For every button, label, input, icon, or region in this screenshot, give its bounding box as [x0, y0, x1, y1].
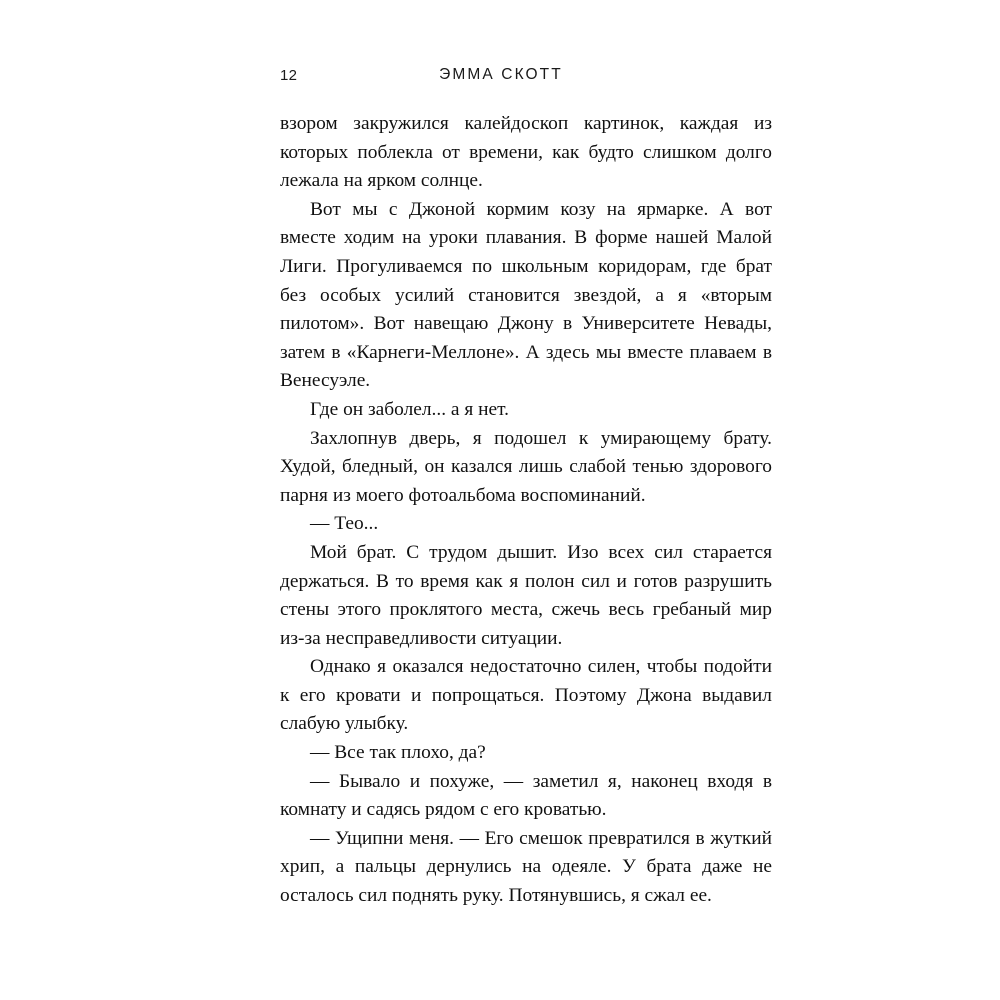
paragraph-dialogue: — Тео...: [310, 513, 379, 535]
paragraph-dialogue: — Все так плохо, да?: [310, 742, 486, 764]
paragraph: Мой брат. С трудом дышит. Изо всех сил старается держаться. В то время как я полон сил и готов разрушить стены этого проклятого места, сжечь весь гребаный мир из-за несправедливости ситуации.: [280, 541, 772, 649]
running-title-author: ЭММА СКОТТ: [439, 66, 563, 84]
paragraph: Захлопнув дверь, я подошел к умирающему брату. Худой, бледный, он казался лишь слабой тенью здорового парня из моего фотоальбома воспоминаний.: [280, 427, 772, 506]
page-number: 12: [280, 66, 298, 84]
paragraph: взором закружился калейдоскоп картинок, каждая из которых поблекла от времени, как будто слишком долго лежала на ярком солнце.: [280, 113, 772, 192]
paragraph-dialogue: — Ущипни меня. — Его смешок превратился в жуткий хрип, а пальцы дернулись на одеяле. У брата даже не осталось сил поднять руку. Потянувшись, я сжал ее.: [280, 827, 772, 907]
paragraph: Однако я оказался недостаточно силен, чтобы подойти к его кровати и попрощаться. Поэтому Джона выдавил слабую улыбку.: [280, 656, 772, 735]
paragraph: Где он заболел... а я нет.: [310, 398, 509, 420]
paragraph-dialogue: — Бывало и похуже, — заметил я, наконец входя в комнату и садясь рядом с его кроватью.: [280, 770, 772, 821]
running-head: [280, 62, 770, 88]
paragraph: Вот мы с Джоной кормим козу на ярмарке. А вот вместе ходим на уроки плавания. В форме нашей Малой Лиги. Прогуливаемся по школьным коридорам, где брат без особых усилий становится звездой, а я «вторым пилотом». Вот навещаю Джону в Университете Невады, затем в «Карнеги-Меллоне». А здесь мы вместе плаваем в Венесуэле.: [280, 198, 772, 392]
body-text-block: [280, 110, 772, 911]
